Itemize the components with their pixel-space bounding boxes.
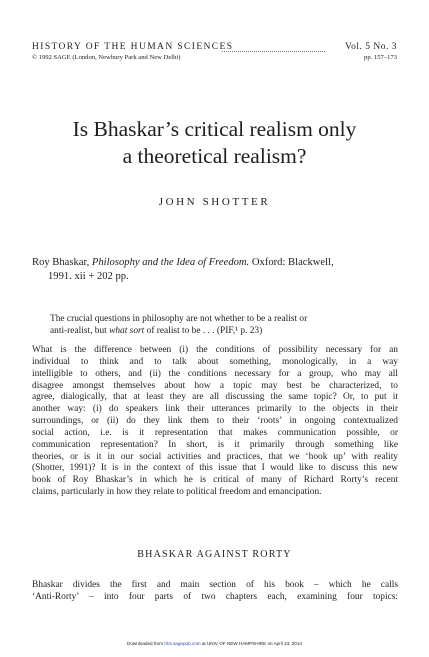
header-subline: [32, 54, 397, 64]
section-paragraph: [32, 579, 398, 603]
epigraph-text: anti-realist, but: [50, 326, 110, 336]
epigraph-citation: of realist to be . . . (PIF,¹ p. 23): [144, 326, 263, 336]
epigraph-line-1: The crucial questions in philosophy are not whether to be a realist or: [50, 314, 308, 324]
book-title: Philosophy and the Idea of Freedom.: [91, 257, 250, 268]
body-line: claims, particularly in how they relate to political freedom and emancipation.: [32, 487, 322, 498]
body-line: social action, i.e. is it representation that makes communication possible, or: [32, 427, 398, 438]
body-line: agree, dialogically, that at least they are all discussing the same topic? Or, to put it: [32, 392, 398, 403]
body-line: individual to think and to talk about something, monologically, in a way: [32, 356, 398, 367]
epigraph-quote: [50, 313, 398, 337]
section-line: Bhaskar divides the first and main section of his book – which he calls: [32, 580, 398, 590]
copyright-line: © 1992 SAGE (London, Newbury Park and New Delhi): [32, 54, 181, 61]
body-line: disagree amongst themselves about how a topic may best be characterized, to: [32, 380, 398, 391]
section-line: ‘Anti-Rorty’ – into four parts of two chapters each, examining four topics:: [32, 592, 398, 602]
article-author: JOHN SHOTTER: [158, 196, 271, 208]
body-line: surroundings, or (ii) do they link them to their ‘roots’ in ongoing contextualized: [32, 416, 398, 427]
download-notice: [0, 641, 429, 646]
body-line: (Shotter, 1991)? It is in the context of this issue that I would like to discuss this new: [32, 463, 398, 474]
journal-name: HISTORY OF THE HUMAN SCIENCES: [32, 42, 234, 52]
reviewed-book-citation: [32, 256, 398, 284]
body-line: another way: (i) do speakers link their utterances primarily to the objects in their: [32, 404, 398, 415]
title-line-2: a theoretical realism?: [122, 144, 307, 168]
title-line-1: Is Bhaskar’s critical realism only: [72, 117, 357, 141]
citation-line-1: [32, 256, 398, 270]
body-line: intelligible to others, and (ii) the conditions necessary for a group, who may all: [32, 368, 398, 379]
article-title: [0, 116, 429, 170]
book-author: Roy Bhaskar,: [32, 257, 90, 268]
epigraph-emphasis: what sort: [109, 326, 145, 336]
section-heading: BHASKAR AGAINST RORTY: [137, 549, 292, 560]
body-line: book of Roy Bhaskar’s in which he is critical of many of Richard Rorty’s recent: [32, 475, 398, 486]
download-suffix: at UNIV OF NEW HAMPSHIRE on April 23, 2014: [200, 641, 302, 646]
body-line: communication representation? In short, is it primarily through something like: [32, 439, 398, 450]
epigraph-line-2: [50, 325, 398, 337]
book-publisher: Oxford: Blackwell,: [249, 257, 334, 268]
volume-number: Vol. 5 No. 3: [344, 42, 397, 52]
body-paragraph: [32, 345, 398, 499]
download-link[interactable]: hhs.sagepub.com: [164, 641, 201, 646]
page-range: pp. 157–173: [364, 54, 397, 61]
body-line: What is the difference between (i) the conditions of possibility necessary for an: [32, 345, 398, 355]
book-publication-details: 1991. xii + 202 pp.: [48, 271, 129, 282]
header-dotted-rule: [222, 51, 325, 52]
running-header: [32, 42, 397, 54]
body-line: theories, or is it in our social activities and practices, that we ‘hook up’ with reality: [32, 451, 398, 462]
download-prefix: Downloaded from: [127, 641, 165, 646]
